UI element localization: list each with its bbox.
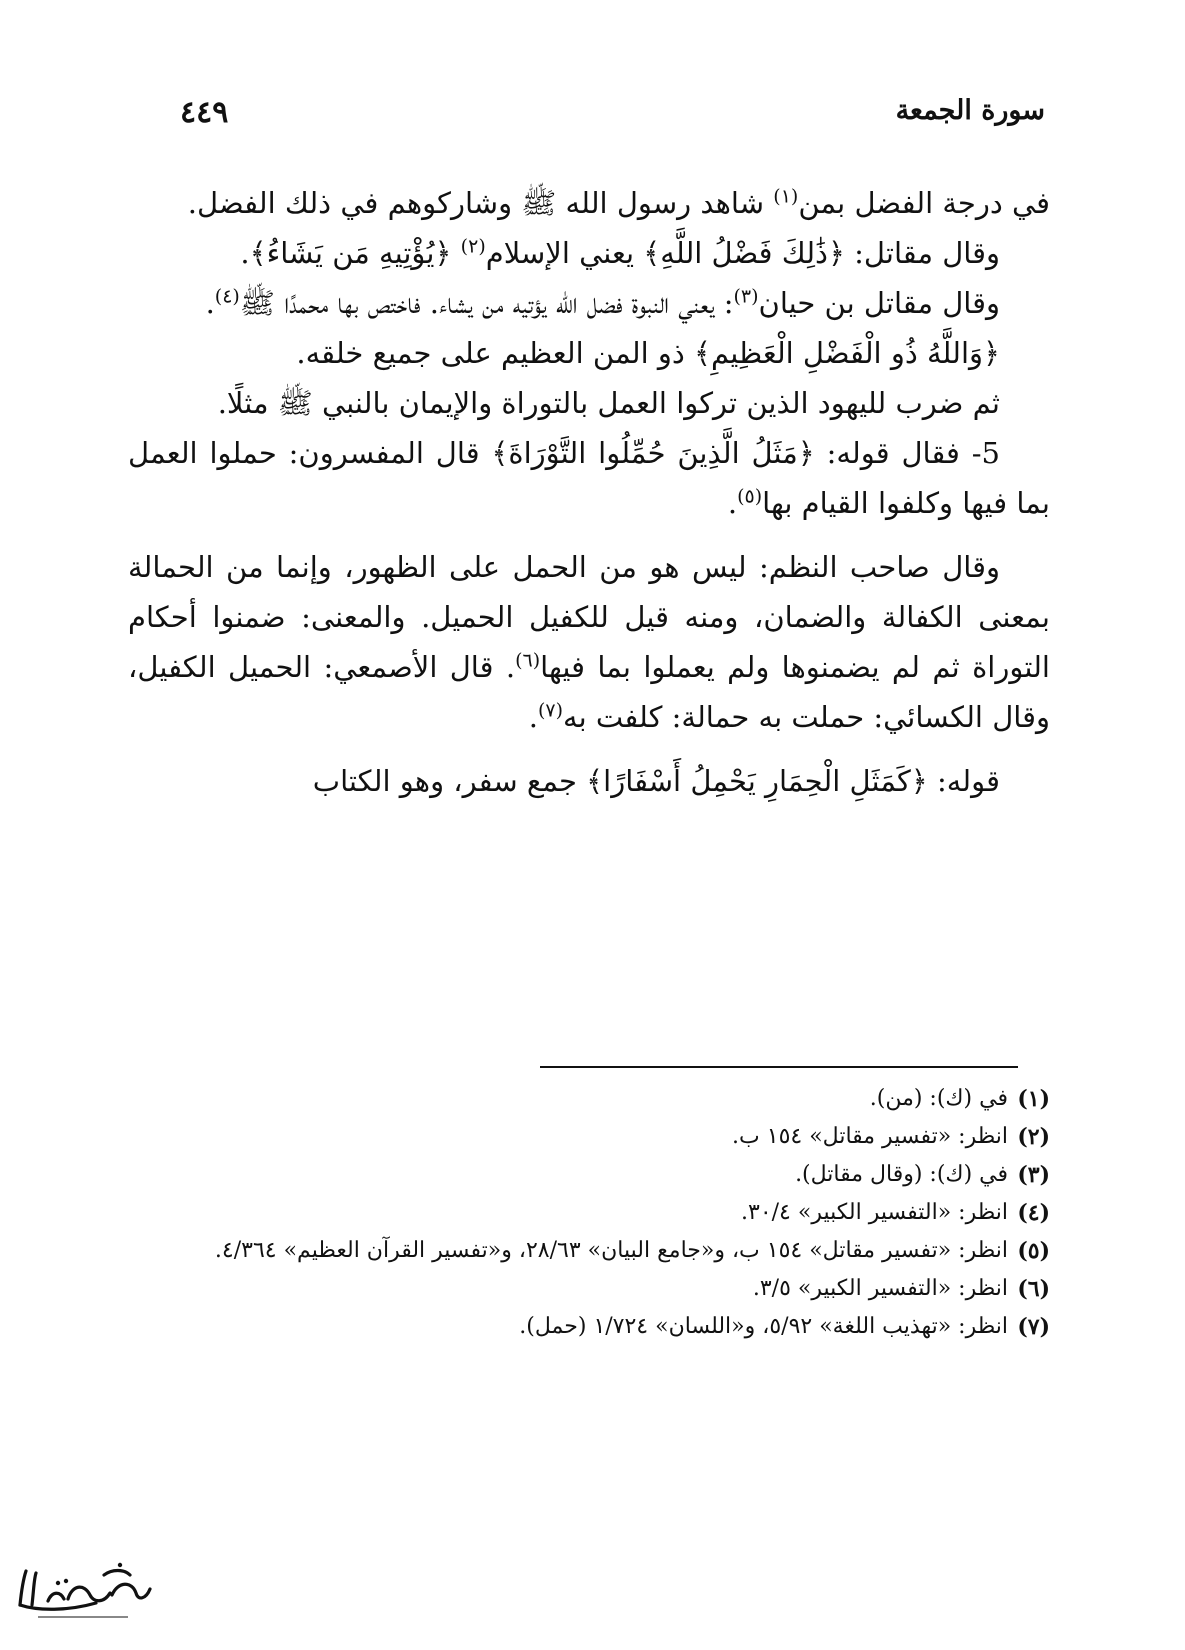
page-header [180, 95, 1045, 145]
paragraph: وقال مقاتل بن حيان$^{(٣)}$: يعني النبوة فضل الله يؤتيه من يشاء. فاختص بها محمدًا ﷺ$^{(٤)}$. [205, 285, 1000, 320]
footnote-number: (٧) [1017, 1314, 1050, 1340]
footnote-text: انظر: «التفسير الكبير» ٣٠/٤. [741, 1200, 1008, 1225]
footnote-divider [540, 1066, 1018, 1068]
footnotes [128, 1082, 1050, 1348]
calligraphy-logo-icon [8, 1555, 158, 1625]
footnote-item [128, 1082, 1050, 1116]
paragraph: 5- فقال قوله: ﴿مَثَلُ الَّذِينَ حُمِّلُوا التَّوْرَاةَ﴾ قال المفسرون: حملوا العمل بما فيها وكلفوا القيام بها$^{(٥)}$. [128, 436, 1050, 520]
footnote-ref[interactable]: (٦) [515, 649, 541, 672]
calligraphy-logo-icon [8, 1555, 158, 1625]
footnote-text: في (ك): (وقال مقاتل). [795, 1162, 1008, 1187]
footnote-ref[interactable]: (١) [773, 185, 799, 208]
paragraph: في درجة الفضل بمن$^{(١)}$ شاهد رسول الله ﷺ وشاركوهم في ذلك الفضل. [187, 185, 1050, 220]
paragraph: ثم ضرب لليهود الذين تركوا العمل بالتوراة والإيمان بالنبي ﷺ مثلًا. [217, 386, 1000, 420]
surah-title: سورة الجمعة [895, 95, 1045, 126]
footnote-item [128, 1310, 1050, 1344]
paragraph: ﴿وَاللَّهُ ذُو الْفَضْلِ الْعَظِيمِ﴾ ذو المن العظيم على جميع خلقه. [296, 336, 1000, 370]
main-text [128, 178, 1050, 806]
footnote-ref[interactable]: (٧) [537, 699, 564, 722]
footnote-item [128, 1234, 1050, 1268]
footnote-number: (٦) [1017, 1276, 1050, 1302]
footnote-item [128, 1196, 1050, 1230]
paragraph: قوله: ﴿كَمَثَلِ الْحِمَارِ يَحْمِلُ أَسْفَارًا﴾ جمع سفر، وهو الكتاب [312, 764, 1000, 798]
footnote-item [128, 1158, 1050, 1192]
footnote-number: (٢) [1017, 1124, 1050, 1150]
footnote-number: (٥) [1017, 1238, 1050, 1264]
paragraph: وقال مقاتل: ﴿ذَٰلِكَ فَضْلُ اللَّهِ﴾ يعني الإسلام$^{(٢)}$ ﴿يُؤْتِيهِ مَن يَشَاءُ﴾. [240, 235, 1000, 270]
footnote-text: انظر: «التفسير الكبير» ٣/٥. [752, 1276, 1008, 1301]
footnote-number: (٣) [1017, 1162, 1050, 1188]
footnote-number: (٤) [1017, 1200, 1050, 1226]
footnote-ref[interactable]: (٢) [460, 235, 486, 258]
footnote-item [128, 1272, 1050, 1306]
footnote-text: في (ك): (من). [869, 1086, 1008, 1111]
footnote-item [128, 1120, 1050, 1154]
paragraph: وقال صاحب النظم: ليس هو من الحمل على الظهور، وإنما من الحمالة بمعنى الكفالة والضمان، ومنه قيل للكفيل الحميل. والمعنى: ضمنوا أحكام التوراة ثم لم يضمنوها ولم يعملوا بما فيها$^{(٦)}$. قال الأصمعي: الحميل الكفيل، وقال الكسائي: حملت به حمالة: كلفت به$^{(٧)}$. [128, 550, 1050, 734]
footnote-ref[interactable]: (٣) [733, 285, 759, 308]
footnote-number: (١) [1017, 1086, 1050, 1112]
footnote-text: انظر: «تهذيب اللغة» ٥/٩٢، و«اللسان» ١/٧٢٤ (حمل). [519, 1314, 1008, 1339]
footnote-ref[interactable]: (٥) [737, 485, 763, 508]
footnote-text: انظر: «تفسير مقاتل» ١٥٤ ب. [732, 1124, 1008, 1149]
footnote-text: انظر: «تفسير مقاتل» ١٥٤ ب، و«جامع البيان» ٢٨/٦٣، و«تفسير القرآن العظيم» ٤/٣٦٤. [214, 1238, 1008, 1263]
footnote-ref[interactable]: (٤) [214, 285, 240, 308]
page-number: ٤٤٩ [180, 95, 229, 130]
